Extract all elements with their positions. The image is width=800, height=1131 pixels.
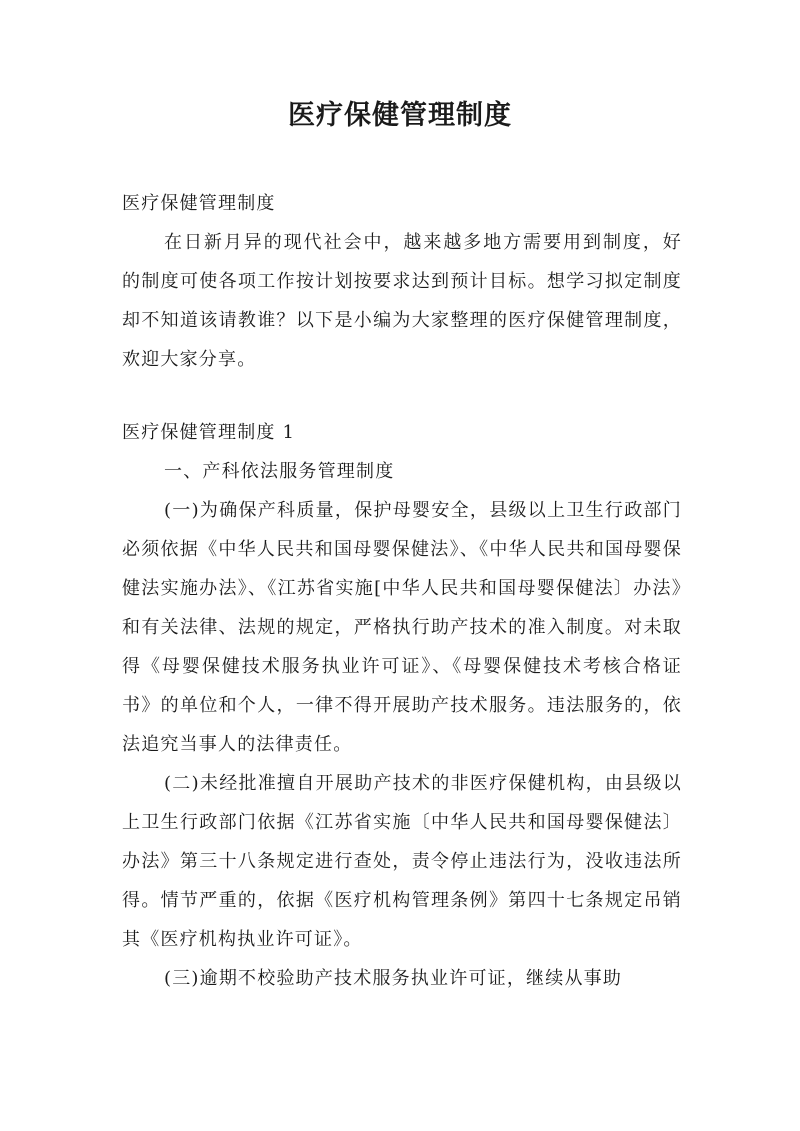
intro-heading: 医疗保健管理制度	[122, 193, 276, 214]
document-body	[122, 184, 682, 998]
paragraph-2: (二)未经批准擅自开展助产技术的非医疗保健机构，由县级以上卫生行政部门依据《江苏省实施〔中华人民共和国母婴保健法〕办法》第三十八条规定进行查处，责令停止违法行为，没收违法所得。情节严重的，依据《医疗机构管理条例》第四十七条规定吊销其《医疗机构执业许可证》。	[122, 773, 682, 950]
paragraph-3: (三)逾期不校验助产技术服务执业许可证，继续从事助	[164, 968, 623, 989]
document-title: 医疗保健管理制度	[288, 100, 512, 131]
section-heading: 医疗保健管理制度 1	[122, 422, 296, 443]
section-spacer	[122, 379, 682, 413]
section-subheading: 一、产科依法服务管理制度	[164, 461, 395, 482]
paragraph-1: (一)为确保产科质量，保护母婴安全，县级以上卫生行政部门必须依据《中华人民共和国母婴保健法》、《中华人民共和国母婴保健法实施办法》、《江苏省实施[中华人民共和国母婴保健法〕办法》和有关法律、法规的规定，严格执行助产技术的准入制度。对未取得《母婴保健技术服务执业许可证》、《母婴保健技术考核合格证书》的单位和个人，一律不得开展助产技术服务。违法服务的，依法追究当事人的法律责任。	[122, 500, 682, 755]
intro-paragraph: 在日新月异的现代社会中，越来越多地方需要用到制度，好的制度可使各项工作按计划按要求达到预计目标。想学习拟定制度却不知道该请教谁？以下是小编为大家整理的医疗保健管理制度，欢迎大家分享。	[122, 232, 682, 370]
